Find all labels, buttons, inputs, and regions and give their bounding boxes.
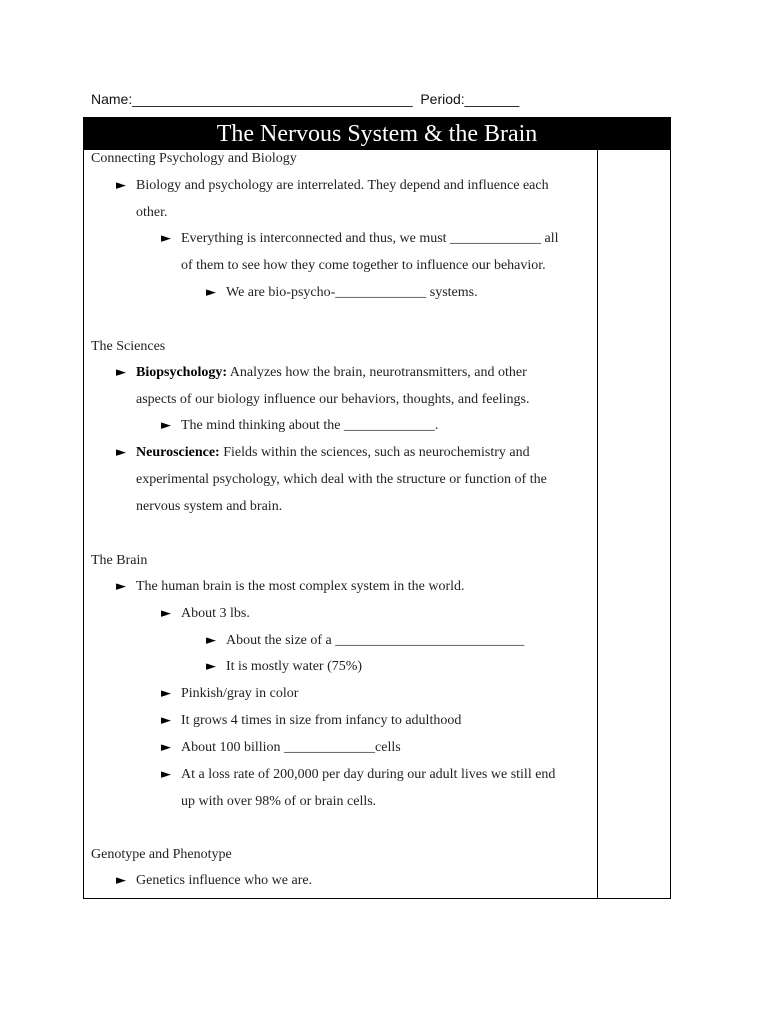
section-heading-connecting: Connecting Psychology and Biology: [91, 151, 297, 166]
bullet-item: ► Genetics influence who we are.: [116, 873, 313, 888]
bullet-continuation: of them to see how they come together to influence our behavior.: [181, 258, 546, 273]
bullet-item: ► The mind thinking about the _____________.: [161, 418, 439, 433]
bullet-item: ► It is mostly water (75%): [206, 659, 363, 674]
bullet-item: ► Biopsychology: Analyzes how the brain, neurotransmitters, and other: [116, 365, 527, 380]
term-biopsychology: Biopsychology:: [136, 365, 228, 380]
bullet-item: ► About 3 lbs.: [161, 606, 250, 621]
bullet-arrow-icon: ►: [161, 740, 171, 755]
bullet-item: ► Biology and psychology are interrelated. They depend and influence each: [116, 178, 549, 193]
bullet-arrow-icon: ►: [161, 418, 171, 433]
name-field[interactable]: Name:____________________________________: [91, 91, 413, 107]
bullet-item: ► Neuroscience: Fields within the sciences, such as neurochemistry and: [116, 445, 530, 460]
term-neuroscience: Neuroscience:: [136, 445, 220, 460]
bullet-item: ► About 100 billion _____________cells: [161, 740, 401, 755]
bullet-arrow-icon: ►: [161, 767, 171, 782]
bullet-item: ► Everything is interconnected and thus, we must _____________ all: [161, 231, 559, 246]
period-field[interactable]: Period:_______: [420, 91, 520, 107]
header-fields: [91, 91, 519, 107]
bullet-continuation: nervous system and brain.: [136, 499, 283, 514]
bullet-arrow-icon: ►: [206, 633, 216, 648]
section-heading-sciences: The Sciences: [91, 339, 166, 354]
bullet-continuation: up with over 98% of or brain cells.: [181, 794, 377, 809]
bullet-continuation: other.: [136, 205, 168, 220]
bullet-arrow-icon: ►: [161, 713, 171, 728]
bullet-continuation: experimental psychology, which deal with the structure or function of the: [136, 472, 547, 487]
bullet-arrow-icon: ►: [116, 178, 126, 193]
bullet-item: ► About the size of a ___________________________: [206, 633, 525, 648]
notes-table: [83, 117, 671, 899]
section-heading-brain: The Brain: [91, 553, 148, 568]
bullet-arrow-icon: ►: [116, 873, 126, 888]
bullet-arrow-icon: ►: [206, 659, 216, 674]
bullet-arrow-icon: ►: [116, 365, 126, 380]
bullet-item: ► The human brain is the most complex system in the world.: [116, 579, 465, 594]
bullet-arrow-icon: ►: [116, 579, 126, 594]
bullet-arrow-icon: ►: [161, 231, 171, 246]
bullet-item: ► At a loss rate of 200,000 per day during our adult lives we still end: [161, 767, 556, 782]
bullet-arrow-icon: ►: [161, 606, 171, 621]
bullet-arrow-icon: ►: [116, 445, 126, 460]
bullet-continuation: aspects of our biology influence our behaviors, thoughts, and feelings.: [136, 392, 530, 407]
bullet-item: ► We are bio-psycho-_____________ systems.: [206, 285, 478, 300]
bullet-arrow-icon: ►: [161, 686, 171, 701]
bullet-arrow-icon: ►: [206, 285, 216, 300]
page-title: The Nervous System & the Brain: [84, 118, 670, 150]
notes-column: [84, 118, 670, 898]
section-heading-genotype: Genotype and Phenotype: [91, 847, 232, 862]
bullet-item: ► Pinkish/gray in color: [161, 686, 299, 701]
bullet-item: ► It grows 4 times in size from infancy to adulthood: [161, 713, 462, 728]
